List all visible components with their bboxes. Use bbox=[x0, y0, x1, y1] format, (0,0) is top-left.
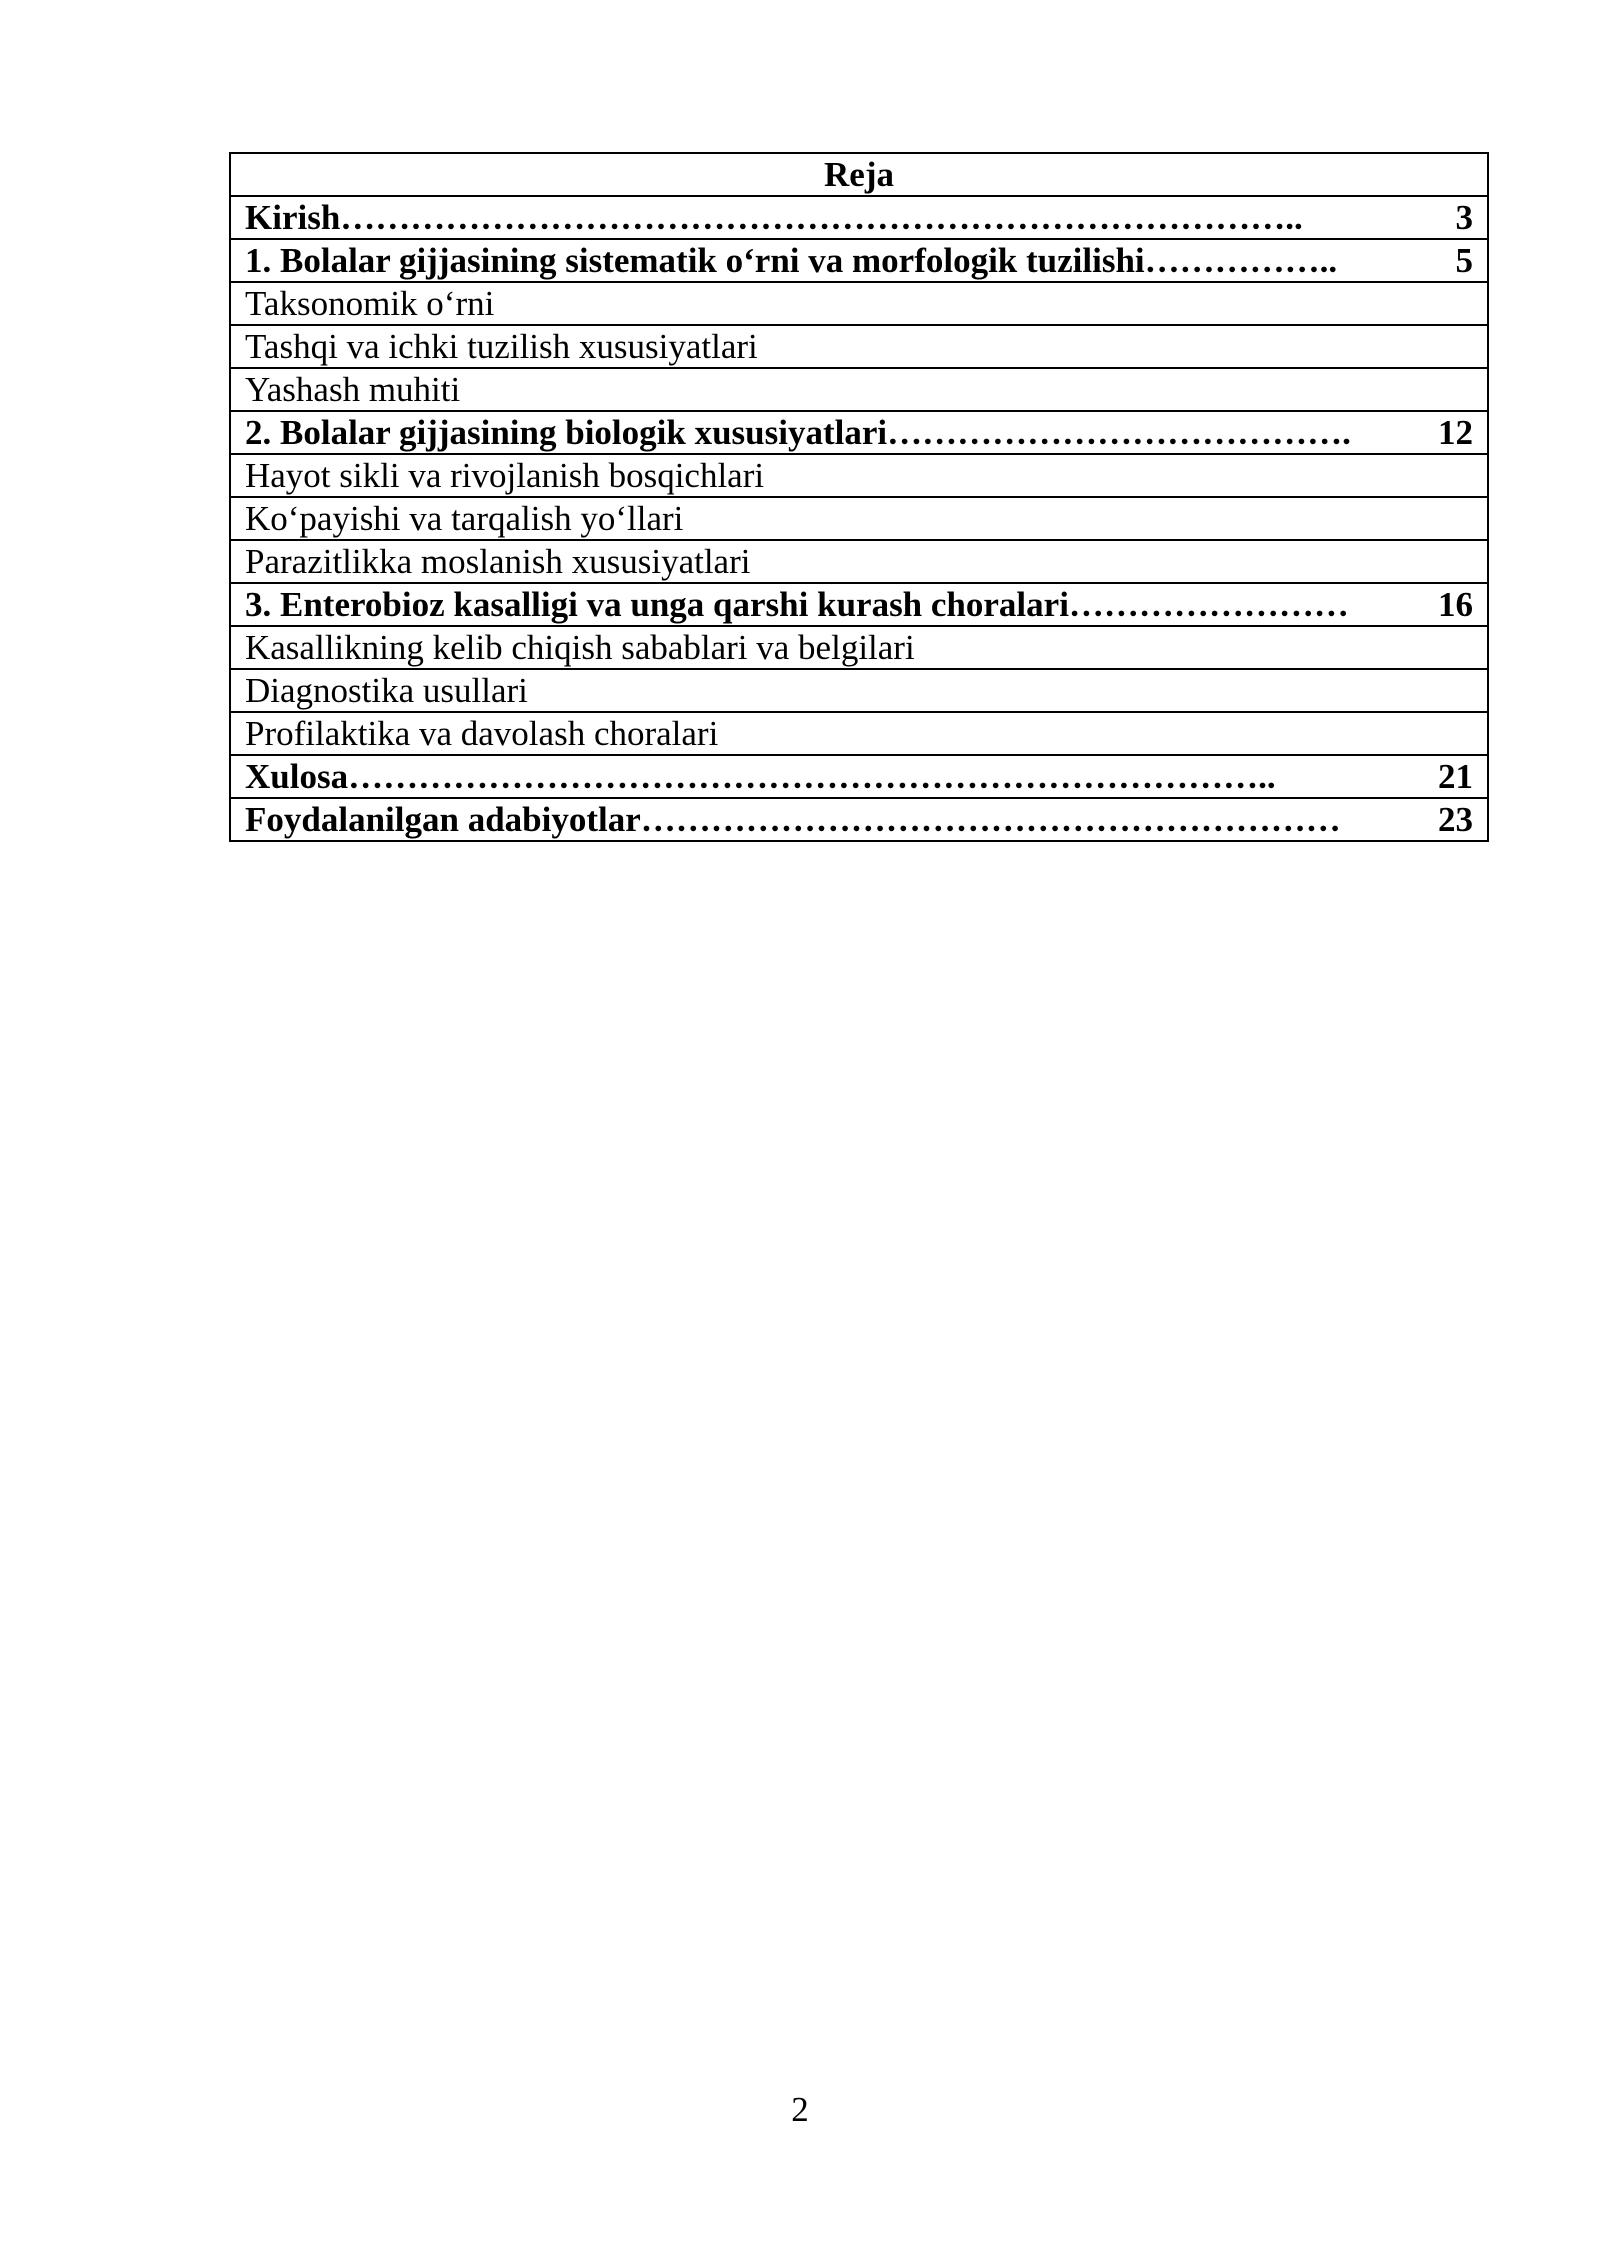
toc-entry-text: Xulosa bbox=[245, 757, 349, 796]
toc-subentry bbox=[230, 497, 1488, 540]
toc-entry-chapter-2 bbox=[230, 411, 1488, 454]
toc-entry-dots: …………………… bbox=[1068, 585, 1349, 624]
toc-subentry bbox=[230, 712, 1488, 755]
toc-entry-xulosa bbox=[230, 755, 1488, 798]
toc-subentry-text: Taksonomik o‘rni bbox=[230, 282, 1488, 325]
toc-subentry-text: Yashash muhiti bbox=[230, 368, 1488, 411]
toc-subentry-text: Ko‘payishi va tarqalish yo‘llari bbox=[230, 497, 1488, 540]
toc-entry-page: 3 bbox=[1455, 198, 1473, 237]
toc-entry-text: 1. Bolalar gijjasining sistematik o‘rni va morfologik tuzilishi bbox=[245, 241, 1145, 280]
toc-entry-page: 23 bbox=[1438, 800, 1473, 839]
toc-subentry bbox=[230, 626, 1488, 669]
toc-entry-page: 12 bbox=[1438, 413, 1473, 452]
toc-entry-text: 2. Bolalar gijjasining biologik xususiyatlari bbox=[245, 413, 888, 452]
toc-subentry bbox=[230, 368, 1488, 411]
toc-subentry-text: Tashqi va ichki tuzilish xususiyatlari bbox=[230, 325, 1488, 368]
toc-entry-kirish bbox=[230, 196, 1488, 239]
toc-entry-text: 3. Enterobioz kasalligi va unga qarshi kurash choralari bbox=[245, 585, 1069, 624]
toc-entry-page: 21 bbox=[1438, 757, 1473, 796]
toc-subentry bbox=[230, 325, 1488, 368]
toc-subentry bbox=[230, 454, 1488, 497]
toc-entry-dots: …………………………………………………… bbox=[640, 800, 1341, 839]
table-of-contents bbox=[229, 152, 1489, 842]
page-number: 2 bbox=[791, 2090, 809, 2129]
toc-entry-references bbox=[230, 798, 1488, 841]
toc-subentry bbox=[230, 540, 1488, 583]
toc-subentry-text: Kasallikning kelib chiqish sabablari va belgilari bbox=[230, 626, 1488, 669]
toc-subentry-text: Diagnostika usullari bbox=[230, 669, 1488, 712]
toc-entry-chapter-3 bbox=[230, 583, 1488, 626]
toc-entry-dots: …………………………………. bbox=[887, 413, 1351, 452]
toc-entry-dots: ……………………………………………………………………….. bbox=[340, 198, 1303, 237]
toc-entry-text: Kirish bbox=[245, 198, 341, 237]
toc-subentry-text: Hayot sikli va rivojlanish bosqichlari bbox=[230, 454, 1488, 497]
toc-subentry-text: Parazitlikka moslanish xususiyatlari bbox=[230, 540, 1488, 583]
toc-subentry bbox=[230, 282, 1488, 325]
toc-subentry bbox=[230, 669, 1488, 712]
toc-title-row bbox=[230, 153, 1488, 196]
toc-entry-dots: …………………………………………………………………….. bbox=[348, 757, 1276, 796]
toc-subentry-text: Profilaktika va davolash choralari bbox=[230, 712, 1488, 755]
toc-entry-chapter-1 bbox=[230, 239, 1488, 282]
toc-title: Reja bbox=[230, 153, 1488, 196]
toc-entry-dots: …………….. bbox=[1144, 241, 1338, 280]
toc-entry-text: Foydalanilgan adabiyotlar bbox=[245, 800, 641, 839]
toc-entry-page: 5 bbox=[1455, 241, 1473, 280]
toc-entry-page: 16 bbox=[1438, 585, 1473, 624]
